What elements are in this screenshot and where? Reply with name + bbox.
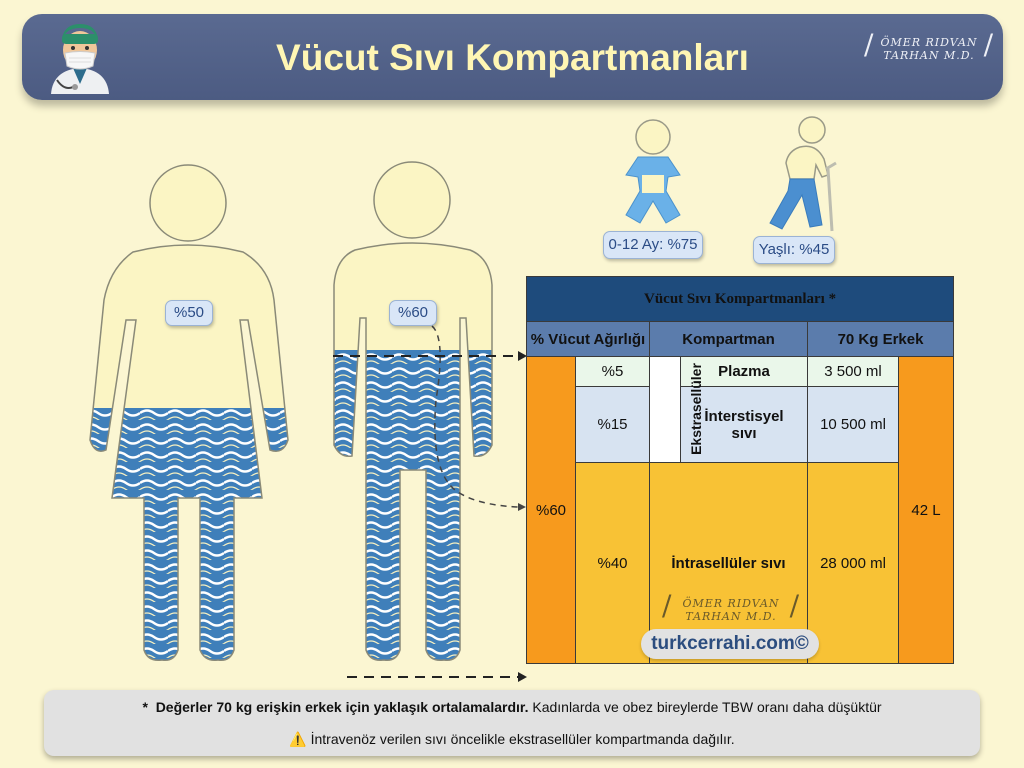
female-percent-label: %50 — [165, 300, 213, 326]
watermark-line-1: ÖMER RIDVAN — [682, 597, 780, 610]
footer-bullet: * — [142, 699, 148, 715]
infant-water-label: 0-12 Ay: %75 — [603, 231, 703, 259]
male-figure — [320, 150, 510, 670]
intracellular-percent: %40 — [576, 463, 650, 664]
extracellular-label-cell — [650, 357, 704, 463]
footer-warning-text: İntravenöz verilen sıvı öncelikle ekstrasellüler kompartmanda dağılır. — [310, 731, 735, 747]
logo-line-1: ÖMER RIDVAN — [880, 36, 978, 49]
interstitial-percent: %15 — [576, 387, 650, 463]
female-figure — [80, 150, 300, 670]
elderly-water-label: Yaşlı: %45 — [753, 236, 835, 264]
logo-line-2: TARHAN M.D. — [883, 49, 975, 62]
footer-note-bold: Değerler 70 kg erişkin erkek için yaklaşık ortalamalardır. — [155, 699, 529, 715]
header-70kg-male: 70 Kg Erkek — [808, 322, 954, 357]
curved-connector-arrowhead — [518, 503, 526, 511]
intracellular-name: İntrasellüler sıvı — [650, 463, 808, 664]
interstitial-name: İnterstisyel sıvı — [681, 387, 808, 463]
total-percent-cell: %60 — [527, 357, 576, 664]
header-body-weight: % Vücut Ağırlığı — [527, 322, 650, 357]
interstitial-volume: 10 500 ml — [808, 387, 899, 463]
male-percent-label: %60 — [389, 300, 437, 326]
header-compartment: Kompartman — [650, 322, 808, 357]
plasma-name: Plazma — [681, 357, 808, 387]
website-badge: turkcerrahi.com© — [641, 629, 819, 659]
extracellular-label: Ekstrasellüler — [687, 363, 704, 455]
total-volume-cell: 42 L — [899, 357, 954, 664]
baby-icon — [608, 115, 694, 227]
table-watermark-logo: / ÖMER RIDVAN TARHAN M.D. / — [662, 589, 800, 623]
footer-note-rest: Kadınlarda ve obez bireylerde TBW oranı daha düşüktür — [532, 699, 882, 715]
footer-note-box — [44, 690, 980, 756]
author-logo: / ÖMER RIDVAN TARHAN M.D. / — [864, 28, 994, 62]
watermark-line-2: TARHAN M.D. — [685, 610, 777, 623]
warning-icon: ⚠️ — [289, 731, 307, 747]
footer-note-line — [44, 699, 980, 715]
elderly-person-icon — [760, 113, 850, 235]
plasma-volume: 3 500 ml — [808, 357, 899, 387]
plasma-percent: %5 — [576, 357, 650, 387]
bottom-arrowhead — [518, 672, 527, 682]
page-title: Vücut Sıvı Kompartmanları — [276, 37, 749, 78]
intracellular-volume: 28 000 ml — [808, 463, 899, 664]
table-title: Vücut Sıvı Kompartmanları * — [527, 277, 954, 322]
footer-warning-line — [44, 731, 980, 748]
